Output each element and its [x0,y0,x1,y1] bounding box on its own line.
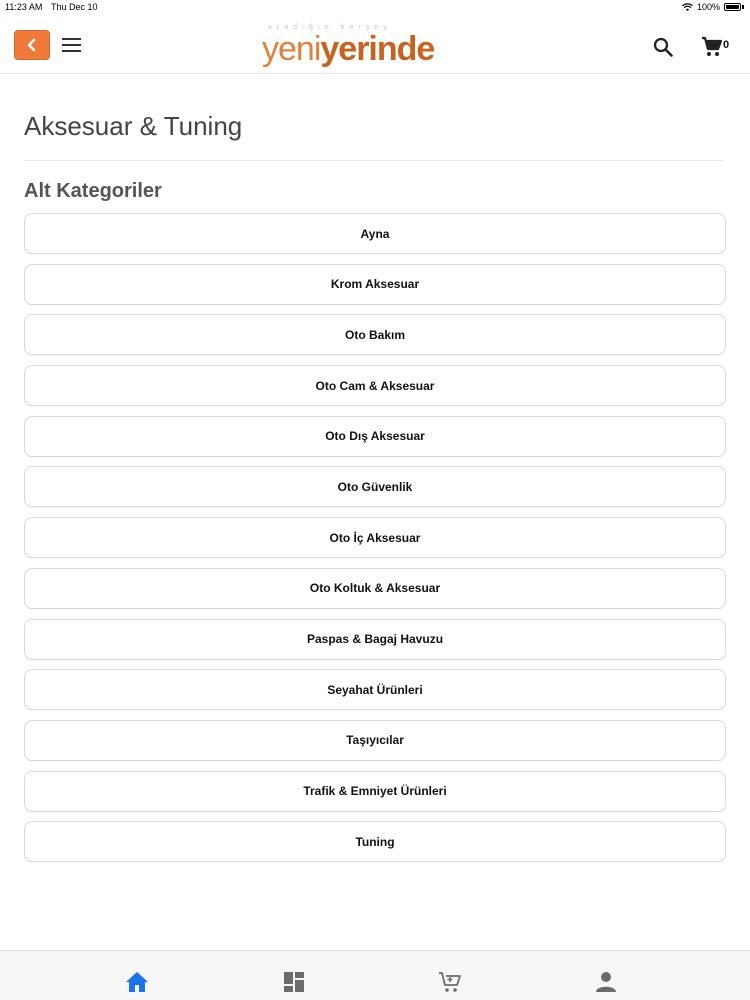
status-time: 11:23 AM [5,2,43,12]
user-icon [595,971,617,993]
status-date: Thu Dec 10 [51,2,98,12]
subcategory-button[interactable]: Seyahat Ürünleri [24,669,726,710]
battery-percent: 100% [696,2,720,12]
home-icon [125,971,149,993]
cart-button[interactable] [700,35,724,59]
menu-line [62,50,81,52]
tab-account[interactable] [593,969,619,995]
subcategory-button[interactable]: Taşıyıcılar [24,720,726,761]
subcategory-button[interactable]: Krom Aksesuar [24,264,726,305]
subcategory-button[interactable]: Oto İç Aksesuar [24,517,726,558]
subcategory-button[interactable]: Oto Bakım [24,314,726,355]
subcategory-button[interactable]: Oto Cam & Aksesuar [24,365,726,406]
menu-button[interactable] [62,34,84,56]
tab-cart[interactable] [437,969,463,995]
cart-count-badge: 0 [723,39,730,51]
status-right [682,2,744,12]
subcategory-button[interactable]: Oto Güvenlik [24,466,726,507]
section-title: Alt Kategoriler [24,180,162,202]
logo-tagline: aradığın herşey [268,24,392,31]
categories-icon [283,971,305,993]
cart-icon [700,35,724,59]
cart-outline-icon [438,970,462,994]
logo-part-1: yeni [262,30,321,68]
wifi-icon [682,3,693,12]
menu-line [62,38,81,40]
battery-icon [724,3,741,11]
app-header [0,16,750,74]
page-title: Aksesuar & Tuning [24,111,243,141]
subcategory-button[interactable]: Tuning [24,821,726,862]
divider [24,160,724,161]
bottom-tab-bar [0,950,750,1000]
search-button[interactable] [652,36,674,58]
chevron-left-icon [26,38,38,52]
search-icon [652,36,674,58]
subcategory-button[interactable]: Trafik & Emniyet Ürünleri [24,771,726,812]
tab-home[interactable] [124,969,150,995]
status-bar [0,0,750,16]
menu-line [62,44,81,46]
back-button[interactable] [14,30,50,60]
subcategory-button[interactable]: Ayna [24,213,726,254]
battery-tip [742,5,744,9]
brand-logo[interactable] [262,22,435,68]
logo-part-2: yerinde [320,30,435,68]
tab-categories[interactable] [281,969,307,995]
subcategory-button[interactable]: Paspas & Bagaj Havuzu [24,619,726,660]
subcategory-button[interactable]: Oto Dış Aksesuar [24,416,726,457]
subcategory-list [24,213,726,872]
subcategory-button[interactable]: Oto Koltuk & Aksesuar [24,568,726,609]
logo-text [262,30,434,69]
